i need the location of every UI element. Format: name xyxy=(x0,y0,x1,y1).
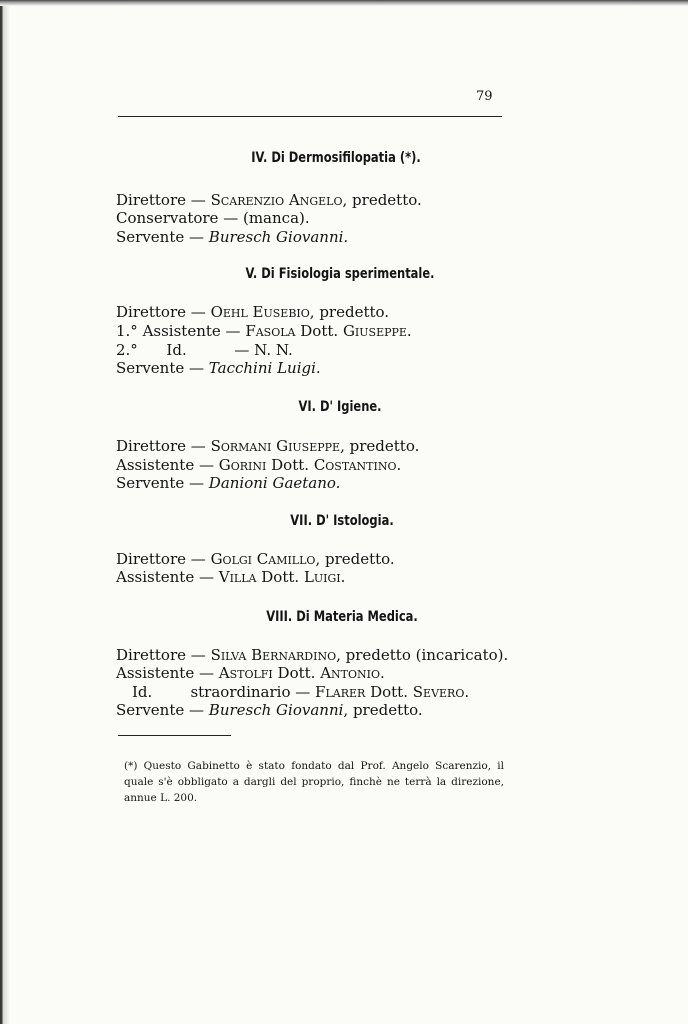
book-spine-edge xyxy=(0,0,10,1024)
staff-line: Servente — Tacchini Luigi. xyxy=(116,359,321,377)
staff-line: 2.° Id. — N. N. xyxy=(116,341,293,359)
section-heading-fisiologia: V. Di Fisiologia sperimentale. xyxy=(245,266,435,282)
staff-line: 1.° Assistente — Fasola Dott. Giuseppe. xyxy=(116,322,412,340)
staff-line: Assistente — Villa Dott. Luigi. xyxy=(116,568,346,586)
section-heading-materia-medica: VIII. Di Materia Medica. xyxy=(266,609,418,625)
staff-line: Direttore — Sormani Giuseppe, predetto. xyxy=(116,437,420,455)
staff-line: Direttore — Oehl Eusebio, predetto. xyxy=(116,303,390,321)
page-top-edge xyxy=(0,0,688,6)
staff-line: Servente — Buresch Giovanni. xyxy=(116,228,349,246)
section-heading-igiene: VI. D' Igiene. xyxy=(298,399,382,415)
staff-line: Assistente — Gorini Dott. Costantino. xyxy=(116,456,402,474)
footnote: (*) Questo Gabinetto è stato fondato dal Prof. Angelo Scarenzio, il quale s'è obbligato a dargli del proprio, finchè ne terrà la direzione, annue L. 200. xyxy=(124,760,504,804)
staff-line: Assistente — Astolfi Dott. Antonio. xyxy=(116,664,385,682)
staff-line: Direttore — Silva Bernardino, predetto (incaricato). xyxy=(116,646,509,664)
staff-line: Direttore — Golgi Camillo, predetto. xyxy=(116,550,395,568)
staff-line: Servente — Danioni Gaetano. xyxy=(116,474,341,492)
section-heading-dermosifilopatia: IV. Di Dermosifilopatia (*). xyxy=(251,150,421,166)
page-number: 79 xyxy=(476,89,493,104)
section-heading-istologia: VII. D' Istologia. xyxy=(290,513,394,529)
staff-line: Conservatore — (manca). xyxy=(116,209,310,227)
footnote-rule xyxy=(118,735,231,736)
staff-line: Servente — Buresch Giovanni, predetto. xyxy=(116,701,423,719)
header-rule xyxy=(118,116,502,117)
staff-line: Id. straordinario — Flarer Dott. Severo. xyxy=(132,683,470,701)
staff-line: Direttore — Scarenzio Angelo, predetto. xyxy=(116,191,422,209)
